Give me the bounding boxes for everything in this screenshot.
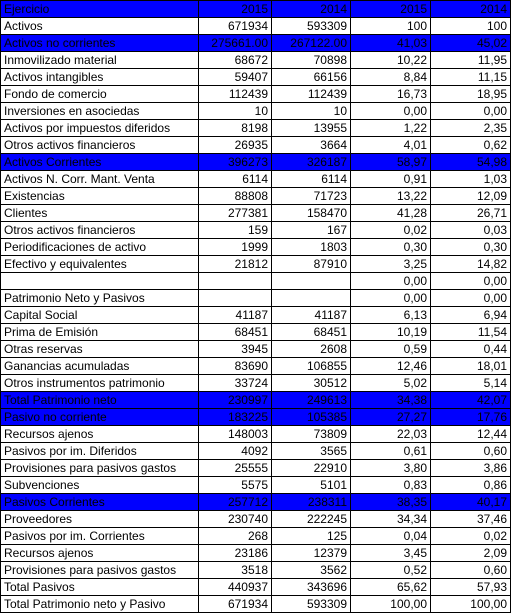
percent-2015-cell[interactable]: 0,02 [351,222,431,239]
row-label-cell[interactable]: Otras reservas [1,341,199,358]
value-2014-cell[interactable]: 6114 [272,171,351,188]
value-2014-cell[interactable]: 222245 [272,511,351,528]
table-row [1,562,511,579]
value-2015-cell[interactable]: 159 [199,222,272,239]
percent-2014-cell[interactable]: 0,60 [431,443,511,460]
table-row [1,443,511,460]
row-label-cell[interactable]: Activos intangibles [1,69,199,86]
percent-2015-cell[interactable]: 41,03 [351,35,431,52]
row-label-cell[interactable]: Existencias [1,188,199,205]
percent-2014-cell[interactable]: 54,98 [431,154,511,171]
table-row [1,188,511,205]
value-2015-cell[interactable]: 68451 [199,324,272,341]
value-2015-cell[interactable]: 23186 [199,545,272,562]
percent-2015-cell[interactable]: 13,22 [351,188,431,205]
percent-2015-cell[interactable]: 10,22 [351,52,431,69]
table-body [1,1,511,613]
value-2015-cell[interactable]: 277381 [199,205,272,222]
value-2015-cell[interactable]: 396273 [199,154,272,171]
value-2014-cell[interactable]: 158470 [272,205,351,222]
row-label-cell[interactable]: Periodificaciones de activo [1,239,199,256]
table-row [1,256,511,273]
percent-2014-cell[interactable]: 2014 [431,1,511,18]
row-label-cell[interactable]: Activos Corrientes [1,154,199,171]
value-2014-cell[interactable] [272,273,351,290]
value-2015-cell[interactable]: 3945 [199,341,272,358]
value-2014-cell[interactable]: 125 [272,528,351,545]
table-row [1,460,511,477]
value-2015-cell[interactable]: 4092 [199,443,272,460]
table-row [1,86,511,103]
value-2015-cell[interactable]: 257712 [199,494,272,511]
table-row [1,18,511,35]
row-label-cell[interactable]: Fondo de comercio [1,86,199,103]
percent-2015-cell[interactable]: 0,00 [351,273,431,290]
value-2014-cell[interactable]: 2608 [272,341,351,358]
value-2014-cell[interactable]: 73809 [272,426,351,443]
row-label-cell[interactable]: Activos por impuestos diferidos [1,120,199,137]
percent-2015-cell[interactable]: 0,00 [351,290,431,307]
percent-2014-cell[interactable]: 12,09 [431,188,511,205]
percent-2014-cell[interactable]: 2,35 [431,120,511,137]
row-label-cell[interactable]: Activos N. Corr. Mant. Venta [1,171,199,188]
value-2015-cell[interactable]: 59407 [199,69,272,86]
row-label-cell[interactable]: Recursos ajenos [1,426,199,443]
value-2014-cell[interactable]: 1803 [272,239,351,256]
row-label-cell[interactable]: Ejercicio [1,1,199,18]
table-row [1,494,511,511]
value-2015-cell[interactable]: 183225 [199,409,272,426]
value-2015-cell[interactable]: 26935 [199,137,272,154]
row-label-cell[interactable]: Otros activos financieros [1,222,199,239]
row-label-cell[interactable]: Total Patrimonio neto [1,392,199,409]
percent-2014-cell[interactable]: 12,44 [431,426,511,443]
percent-2014-cell[interactable]: 0,86 [431,477,511,494]
row-label-cell[interactable]: Proveedores [1,511,199,528]
percent-2015-cell[interactable]: 5,02 [351,375,431,392]
row-label-cell[interactable]: Otros activos financieros [1,137,199,154]
value-2014-cell[interactable]: 326187 [272,154,351,171]
value-2014-cell[interactable]: 106855 [272,358,351,375]
table-row [1,69,511,86]
percent-2014-cell[interactable]: 40,17 [431,494,511,511]
value-2014-cell[interactable]: 41187 [272,307,351,324]
value-2014-cell[interactable]: 249613 [272,392,351,409]
table-row [1,358,511,375]
row-label-cell[interactable]: Efectivo y equivalentes [1,256,199,273]
value-2014-cell[interactable]: 3562 [272,562,351,579]
value-2015-cell[interactable]: 5575 [199,477,272,494]
percent-2014-cell[interactable]: 0,00 [431,103,511,120]
percent-2014-cell[interactable]: 18,95 [431,86,511,103]
value-2015-cell[interactable] [199,273,272,290]
row-label-cell[interactable]: Inmovilizado material [1,52,199,69]
percent-2015-cell[interactable]: 0,83 [351,477,431,494]
value-2015-cell[interactable]: 33724 [199,375,272,392]
table-row [1,154,511,171]
value-2014-cell[interactable]: 5101 [272,477,351,494]
percent-2014-cell[interactable]: 100 [431,18,511,35]
table-row [1,341,511,358]
percent-2015-cell[interactable]: 0,52 [351,562,431,579]
value-2015-cell[interactable]: 83690 [199,358,272,375]
value-2015-cell[interactable]: 41187 [199,307,272,324]
percent-2014-cell[interactable]: 100,00 [431,596,511,613]
table-row [1,273,511,290]
value-2015-cell[interactable]: 6114 [199,171,272,188]
value-2015-cell[interactable]: 268 [199,528,272,545]
percent-2015-cell[interactable]: 3,45 [351,545,431,562]
value-2014-cell[interactable]: 30512 [272,375,351,392]
table-row [1,511,511,528]
percent-2014-cell[interactable]: 3,86 [431,460,511,477]
value-2014-cell[interactable]: 10 [272,103,351,120]
row-label-cell[interactable]: Total Patrimonio neto y Pasivo [1,596,199,613]
value-2014-cell[interactable]: 267122.00 [272,35,351,52]
value-2014-cell[interactable]: 167 [272,222,351,239]
table-row [1,545,511,562]
table-row [1,171,511,188]
value-2014-cell[interactable]: 87910 [272,256,351,273]
row-label-cell[interactable]: Patrimonio Neto y Pasivos [1,290,199,307]
percent-2014-cell[interactable]: 5,14 [431,375,511,392]
row-label-cell[interactable]: Prima de Emisión [1,324,199,341]
value-2014-cell[interactable]: 13955 [272,120,351,137]
percent-2014-cell[interactable]: 0,00 [431,273,511,290]
percent-2015-cell[interactable]: 100,00 [351,596,431,613]
value-2014-cell[interactable]: 3664 [272,137,351,154]
percent-2014-cell[interactable]: 11,54 [431,324,511,341]
value-2014-cell[interactable]: 68451 [272,324,351,341]
value-2014-cell[interactable]: 105385 [272,409,351,426]
table-row [1,375,511,392]
row-label-cell[interactable]: Provisiones para pasivos gastos [1,460,199,477]
value-2014-cell[interactable]: 112439 [272,86,351,103]
value-2015-cell[interactable]: 148003 [199,426,272,443]
percent-2014-cell[interactable]: 26,71 [431,205,511,222]
percent-2015-cell[interactable]: 10,19 [351,324,431,341]
table-row [1,596,511,613]
value-2014-cell[interactable]: 71723 [272,188,351,205]
value-2014-cell[interactable] [272,290,351,307]
header-row [1,1,511,18]
percent-2015-cell[interactable]: 27,27 [351,409,431,426]
percent-2015-cell[interactable]: 0,91 [351,171,431,188]
percent-2015-cell[interactable]: 0,30 [351,239,431,256]
percent-2014-cell[interactable]: 18,01 [431,358,511,375]
percent-2015-cell[interactable]: 3,25 [351,256,431,273]
table-row [1,239,511,256]
value-2015-cell[interactable]: 10 [199,103,272,120]
value-2015-cell[interactable]: 8198 [199,120,272,137]
table-row [1,137,511,154]
percent-2015-cell[interactable]: 16,73 [351,86,431,103]
percent-2014-cell[interactable]: 37,46 [431,511,511,528]
value-2014-cell[interactable]: 343696 [272,579,351,596]
percent-2014-cell[interactable]: 2,09 [431,545,511,562]
value-2014-cell[interactable]: 3565 [272,443,351,460]
value-2015-cell[interactable]: 68672 [199,52,272,69]
percent-2015-cell[interactable]: 0,04 [351,528,431,545]
percent-2015-cell[interactable]: 6,13 [351,307,431,324]
value-2015-cell[interactable]: 230997 [199,392,272,409]
value-2015-cell[interactable]: 3518 [199,562,272,579]
percent-2014-cell[interactable]: 0,03 [431,222,511,239]
percent-2014-cell[interactable]: 14,82 [431,256,511,273]
table-row [1,222,511,239]
table-row [1,120,511,137]
percent-2014-cell[interactable]: 0,60 [431,562,511,579]
value-2015-cell[interactable]: 230740 [199,511,272,528]
percent-2015-cell[interactable]: 65,62 [351,579,431,596]
value-2015-cell[interactable]: 21812 [199,256,272,273]
value-2014-cell[interactable]: 593309 [272,596,351,613]
row-label-cell[interactable]: Capital Social [1,307,199,324]
value-2015-cell[interactable] [199,290,272,307]
percent-2014-cell[interactable]: 17,76 [431,409,511,426]
percent-2015-cell[interactable]: 38,35 [351,494,431,511]
percent-2015-cell[interactable]: 12,46 [351,358,431,375]
row-label-cell[interactable]: Total Pasivos [1,579,199,596]
percent-2015-cell[interactable]: 0,61 [351,443,431,460]
row-label-cell[interactable]: Provisiones para pasivos gastos [1,562,199,579]
percent-2014-cell[interactable]: 42,07 [431,392,511,409]
percent-2015-cell[interactable]: 3,80 [351,460,431,477]
value-2014-cell[interactable]: 2014 [272,1,351,18]
table-row [1,324,511,341]
percent-2014-cell[interactable]: 11,15 [431,69,511,86]
value-2014-cell[interactable]: 593309 [272,18,351,35]
value-2015-cell[interactable]: 112439 [199,86,272,103]
percent-2015-cell[interactable]: 34,34 [351,511,431,528]
row-label-cell[interactable]: Pasivos por im. Corrientes [1,528,199,545]
percent-2015-cell[interactable]: 8,84 [351,69,431,86]
value-2014-cell[interactable]: 12379 [272,545,351,562]
table-row [1,290,511,307]
value-2015-cell[interactable]: 275661.00 [199,35,272,52]
row-label-cell[interactable]: Activos [1,18,199,35]
row-label-cell[interactable]: Pasivos Corrientes [1,494,199,511]
percent-2015-cell[interactable]: 4,01 [351,137,431,154]
percent-2014-cell[interactable]: 45,02 [431,35,511,52]
table-row [1,579,511,596]
percent-2014-cell[interactable]: 0,30 [431,239,511,256]
table-row [1,392,511,409]
percent-2015-cell[interactable]: 58,97 [351,154,431,171]
percent-2014-cell[interactable]: 0,00 [431,290,511,307]
table-row [1,103,511,120]
value-2015-cell[interactable]: 88808 [199,188,272,205]
percent-2015-cell[interactable]: 0,00 [351,103,431,120]
value-2014-cell[interactable]: 70898 [272,52,351,69]
table-row [1,205,511,222]
row-label-cell[interactable]: Activos no corrientes [1,35,199,52]
row-label-cell[interactable]: Otros instrumentos patrimonio [1,375,199,392]
row-label-cell[interactable]: Pasivos por im. Diferidos [1,443,199,460]
percent-2014-cell[interactable]: 57,93 [431,579,511,596]
percent-2015-cell[interactable]: 0,59 [351,341,431,358]
value-2015-cell[interactable]: 1999 [199,239,272,256]
percent-2015-cell[interactable]: 2015 [351,1,431,18]
percent-2014-cell[interactable]: 11,95 [431,52,511,69]
percent-2014-cell[interactable]: 0,62 [431,137,511,154]
value-2015-cell[interactable]: 25555 [199,460,272,477]
row-label-cell[interactable]: Clientes [1,205,199,222]
table-row [1,307,511,324]
row-label-cell[interactable]: Pasivo no corriente [1,409,199,426]
row-label-cell[interactable]: Recursos ajenos [1,545,199,562]
value-2014-cell[interactable]: 238311 [272,494,351,511]
row-label-cell[interactable] [1,273,199,290]
value-2015-cell[interactable]: 2015 [199,1,272,18]
percent-2014-cell[interactable]: 1,03 [431,171,511,188]
value-2015-cell[interactable]: 671934 [199,596,272,613]
table-row [1,426,511,443]
percent-2015-cell[interactable]: 22,03 [351,426,431,443]
row-label-cell[interactable]: Subvenciones [1,477,199,494]
percent-2015-cell[interactable]: 34,38 [351,392,431,409]
table-row [1,52,511,69]
percent-2015-cell[interactable]: 41,28 [351,205,431,222]
value-2014-cell[interactable]: 66156 [272,69,351,86]
value-2015-cell[interactable]: 671934 [199,18,272,35]
row-label-cell[interactable]: Ganancias acumuladas [1,358,199,375]
table-row [1,477,511,494]
percent-2015-cell[interactable]: 1,22 [351,120,431,137]
percent-2014-cell[interactable]: 6,94 [431,307,511,324]
value-2014-cell[interactable]: 22910 [272,460,351,477]
row-label-cell[interactable]: Inversiones en asociedas [1,103,199,120]
table-row [1,528,511,545]
percent-2014-cell[interactable]: 0,02 [431,528,511,545]
value-2015-cell[interactable]: 440937 [199,579,272,596]
table-row [1,35,511,52]
table-row [1,409,511,426]
percent-2015-cell[interactable]: 100 [351,18,431,35]
percent-2014-cell[interactable]: 0,44 [431,341,511,358]
